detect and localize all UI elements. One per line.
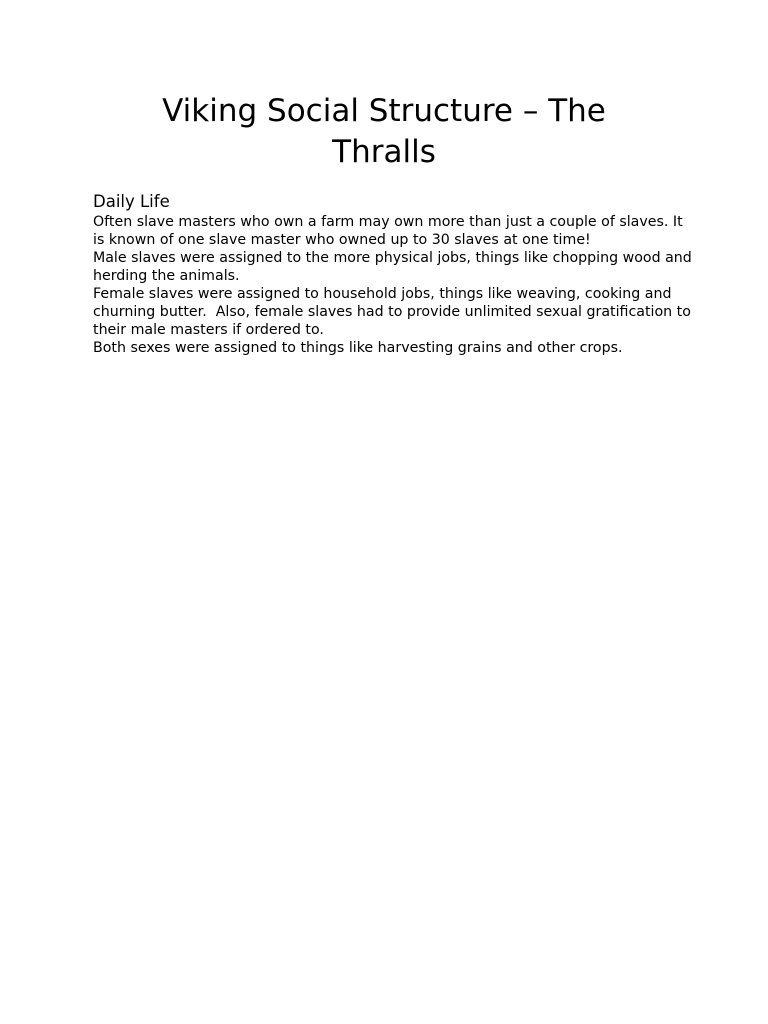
paragraph-both-sexes: Both sexes were assigned to things like harvesting grains and other crops. [93,340,623,356]
paragraph-slave-ownership: Often slave masters who own a farm may own more than just a couple of slaves. It is known of one slave master who owned up to 30 slaves at one time! [93,214,688,248]
section-body [93,213,697,357]
page-title [92,91,676,173]
section-heading-daily-life: Daily Life [93,192,170,211]
page-title-line-2: Thralls [332,134,436,170]
page-title-line-1: Viking Social Structure – The [162,93,606,129]
paragraph-male-slaves: Male slaves were assigned to the more physical jobs, things like chopping wood and herding the animals. [93,250,697,284]
paragraph-female-slaves: Female slaves were assigned to household jobs, things like weaving, cooking and churning butter. Also, female slaves had to provide unlimited sexual gratification to their male masters if ordered to. [93,286,696,338]
